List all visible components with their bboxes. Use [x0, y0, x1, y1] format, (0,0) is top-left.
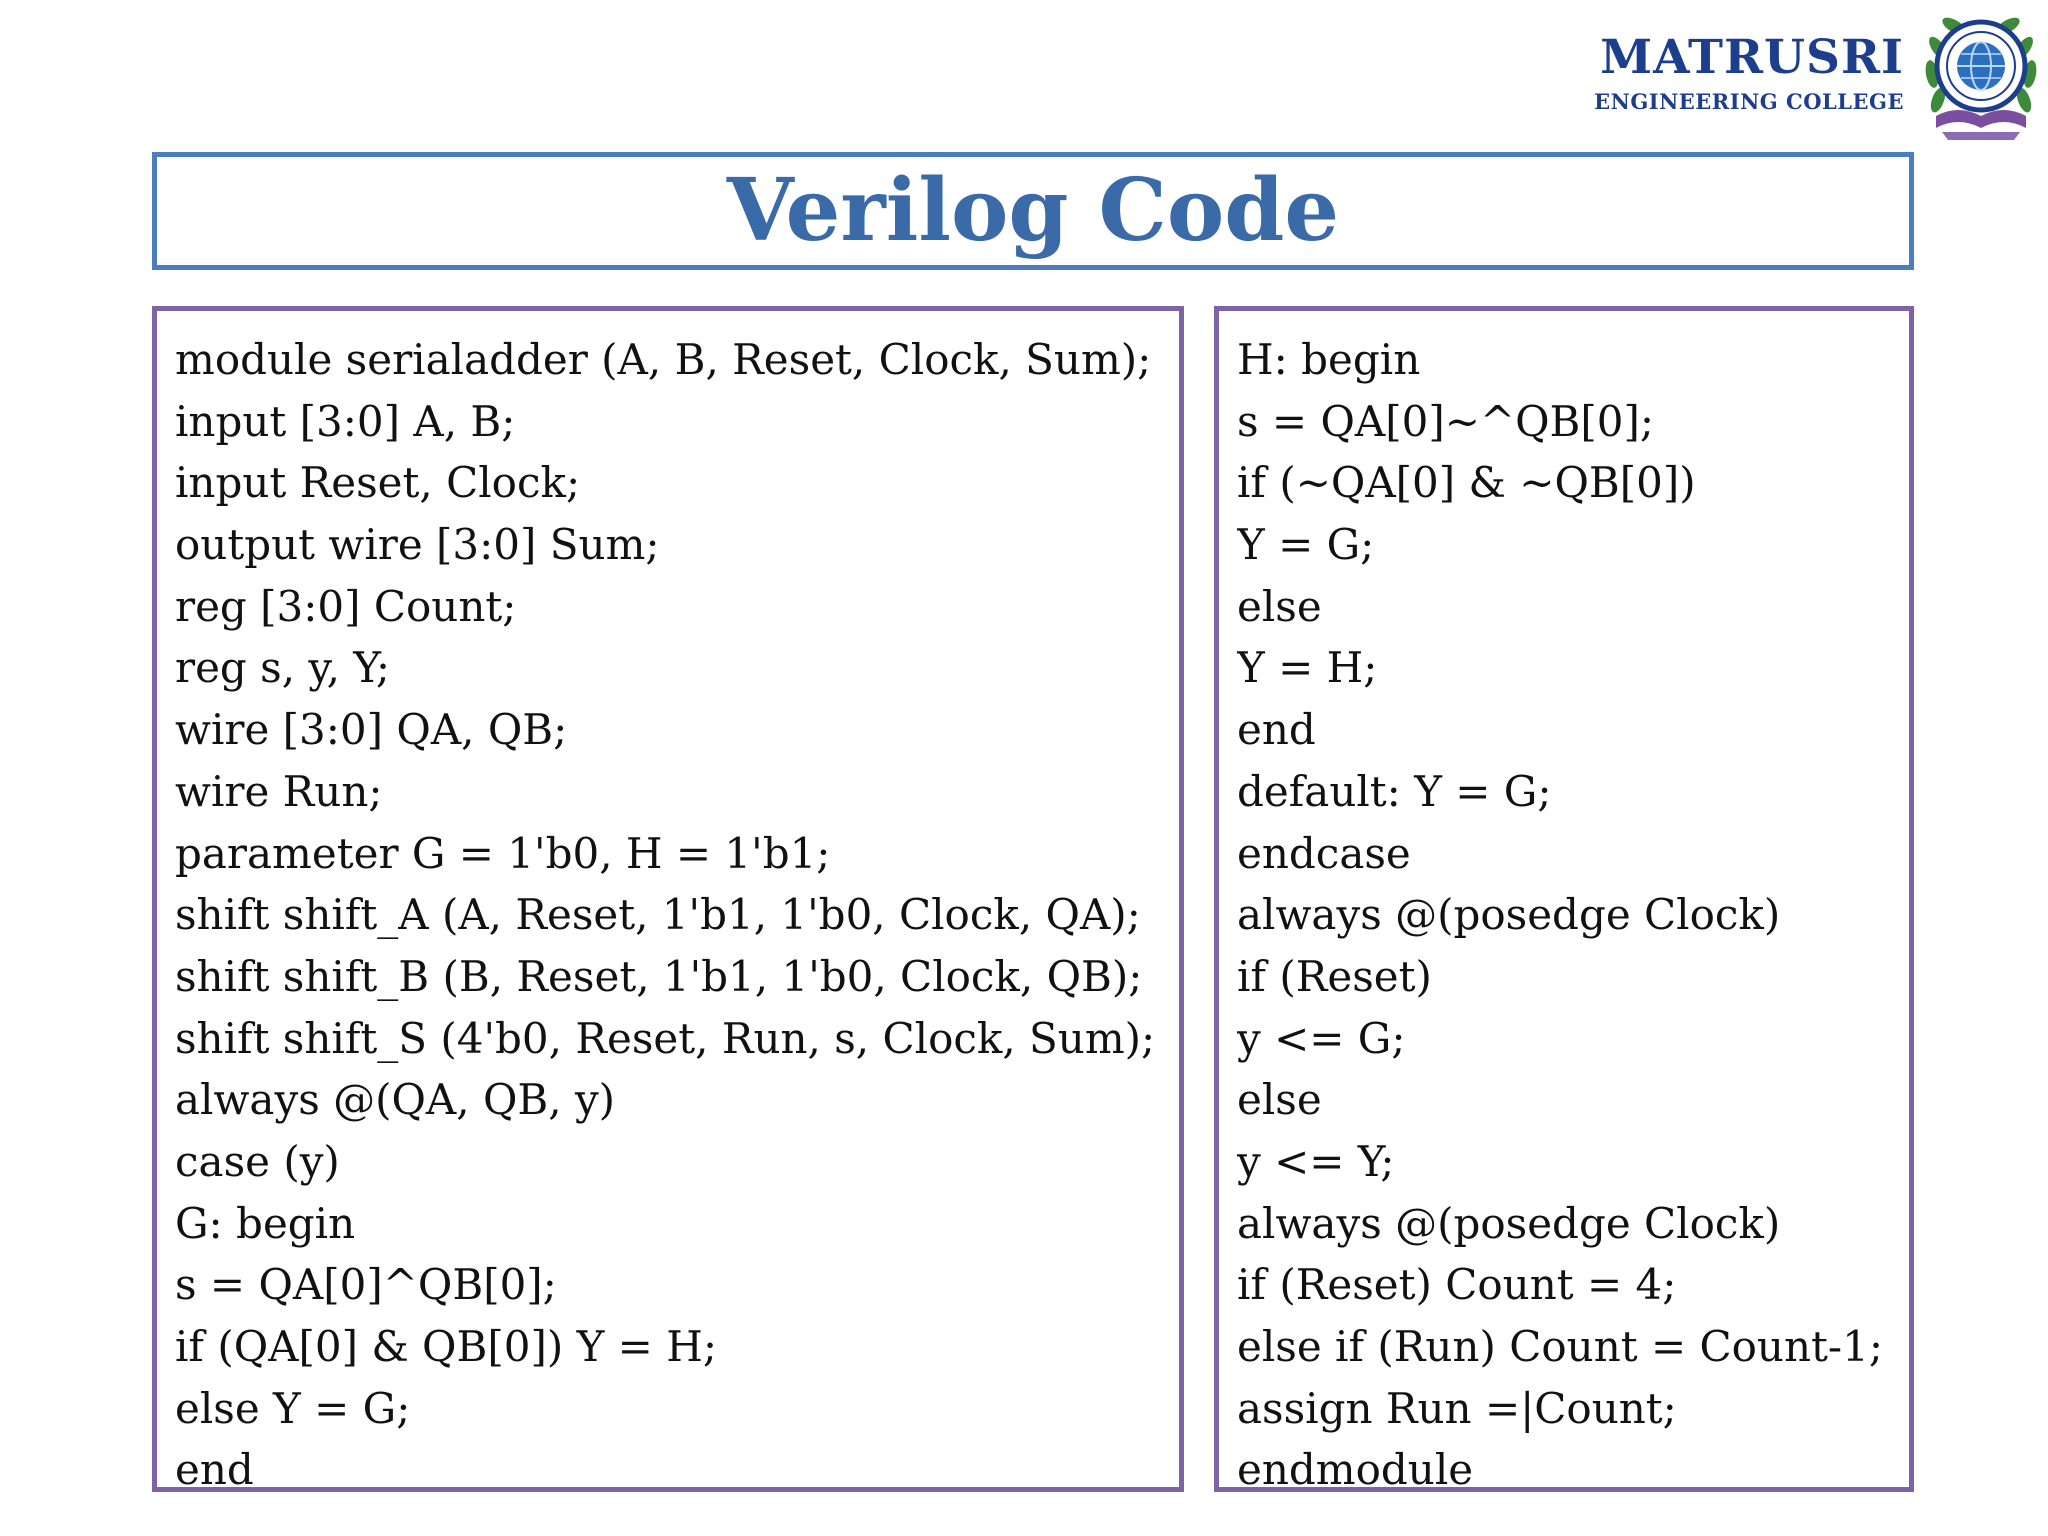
- code-line: else Y = G;: [175, 1383, 411, 1433]
- code-line: H: begin: [1237, 335, 1421, 384]
- code-line: output wire [3:0] Sum;: [175, 520, 660, 570]
- code-line: shift shift_A (A, Reset, 1'b1, 1'b0, Clock, QA);: [175, 890, 1141, 940]
- code-line: default: Y = G;: [1237, 766, 1552, 816]
- code-line: if (Reset): [1237, 951, 1432, 1001]
- logo-title: MATRUSRI: [1600, 30, 1904, 85]
- code-line: shift shift_S (4'b0, Reset, Run, s, Clock, Sum);: [175, 1013, 1156, 1063]
- logo-text: [1594, 30, 1904, 114]
- code-line: always @(posedge Clock): [1237, 1198, 1781, 1248]
- code-line: s = QA[0]^QB[0];: [175, 1260, 557, 1310]
- code-panel-left: [152, 306, 1184, 1495]
- code-line: reg s, y, Y;: [175, 643, 390, 693]
- code-line: if (~QA[0] & ~QB[0]): [1237, 458, 1696, 508]
- code-line: else if (Run) Count = Count-1;: [1237, 1322, 1883, 1371]
- code-line: wire [3:0] QA, QB;: [175, 705, 568, 755]
- code-line: y <= G;: [1237, 1013, 1406, 1063]
- logo-subtitle: ENGINEERING COLLEGE: [1594, 89, 1904, 114]
- code-line: always @(QA, QB, y): [175, 1075, 616, 1125]
- college-crest-icon: [1918, 4, 2044, 144]
- code-line: Y = H;: [1237, 643, 1378, 693]
- title-box: [152, 152, 1914, 270]
- code-line: parameter G = 1'b0, H = 1'b1;: [175, 828, 831, 878]
- code-line: reg [3:0] Count;: [175, 581, 517, 631]
- code-line: G: begin: [175, 1198, 356, 1248]
- code-line: case (y): [175, 1136, 340, 1186]
- code-line: end: [1237, 705, 1316, 755]
- code-line: endmodule: [1237, 1445, 1474, 1495]
- code-line: else: [1237, 1075, 1322, 1125]
- code-line: y <= Y;: [1237, 1136, 1395, 1186]
- code-panel-right: [1214, 306, 1914, 1495]
- code-line: s = QA[0]~^QB[0];: [1237, 396, 1655, 446]
- code-line: assign Run =|Count;: [1237, 1383, 1677, 1433]
- code-line: wire Run;: [175, 766, 383, 816]
- code-line: if (Reset) Count = 4;: [1237, 1260, 1677, 1310]
- college-logo: [1590, 4, 2044, 144]
- code-line: if (QA[0] & QB[0]) Y = H;: [175, 1322, 717, 1371]
- code-line: input Reset, Clock;: [175, 458, 581, 508]
- code-line: shift shift_B (B, Reset, 1'b1, 1'b0, Clock, QB);: [175, 951, 1143, 1001]
- slide-title: Verilog Code: [726, 160, 1340, 261]
- code-line: always @(posedge Clock): [1237, 890, 1781, 940]
- code-line: else: [1237, 581, 1322, 631]
- code-line: end: [175, 1445, 254, 1495]
- code-line: input [3:0] A, B;: [175, 396, 516, 446]
- code-line: endcase: [1237, 828, 1411, 878]
- code-line: module serialadder (A, B, Reset, Clock, Sum);: [175, 335, 1152, 384]
- code-line: Y = G;: [1237, 520, 1375, 570]
